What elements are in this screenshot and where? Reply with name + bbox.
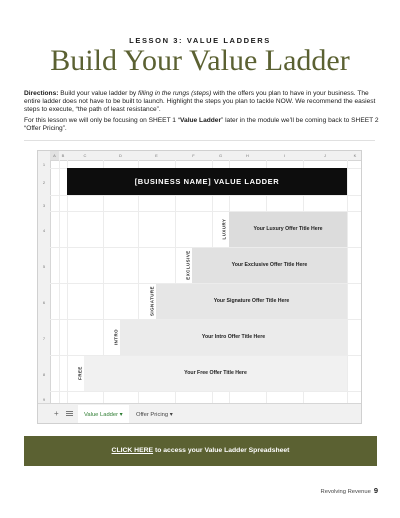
row-header-8[interactable]: 8 — [42, 372, 46, 377]
focus-text-b: ” later in the module we’ll be coming back to SHEET 2 “Offer Pricing”. — [24, 117, 379, 133]
row-header-1[interactable]: 1 — [42, 162, 46, 167]
focus-bold: Value Ladder — [180, 117, 222, 124]
column-header-k[interactable]: K — [353, 153, 357, 158]
column-header-c[interactable]: C — [83, 153, 87, 158]
grid-line — [50, 391, 362, 392]
page-footer — [290, 486, 378, 495]
page-number: 9 — [373, 486, 378, 495]
tab-value-ladder[interactable]: Value Ladder ▾ — [78, 405, 129, 424]
row-header-5[interactable]: 5 — [42, 264, 46, 269]
directions-text-italic: filling in the rungs (steps) — [138, 90, 212, 97]
step-luxury[interactable] — [229, 212, 347, 247]
signature-offer-title: Your Signature Offer Title Here — [213, 298, 290, 304]
ladder-banner[interactable]: [BUSINESS NAME] VALUE LADDER — [67, 168, 347, 195]
plus-icon[interactable]: + — [54, 409, 59, 418]
step-signature[interactable] — [156, 284, 347, 319]
row-header-9[interactable]: 9 — [42, 397, 46, 402]
divider — [24, 140, 375, 141]
directions-paragraph — [24, 90, 379, 115]
cta-text: to access your Value Ladder Spreadsheet — [153, 447, 290, 454]
column-header-f[interactable]: F — [192, 153, 195, 158]
click-here-link[interactable]: CLICK HERE — [111, 447, 154, 454]
column-header-bar — [38, 151, 362, 161]
focus-paragraph — [24, 117, 379, 133]
row-header-3[interactable]: 3 — [42, 203, 46, 208]
sheet-tab-bar — [38, 403, 362, 424]
column-header-h[interactable]: H — [246, 153, 249, 158]
lesson-label: LESSON 3: VALUE LADDERS — [129, 36, 271, 45]
row-header-2[interactable]: 2 — [42, 180, 46, 185]
spreadsheet-preview: A B C D E F G H I J K 1 2 3 4 5 6 7 8 9 [BUSINESS NAME] VALUE LADDER Your Luxury Offer Title Here Your Exclusive Offer Title Here Your Signature Offer Title Here Your Intro Offer Title Here Your Free Offer Title Here LUXURY EXCLUSIVE SIGNATURE INTRO FREE + Value Ladder ▾ Offer Pricing ▾ — [37, 150, 362, 424]
column-header-b[interactable]: B — [61, 153, 65, 158]
list-icon[interactable] — [66, 410, 73, 417]
tab-offer-pricing[interactable]: Offer Pricing ▾ — [136, 412, 173, 418]
spreadsheet-link-banner[interactable] — [24, 436, 377, 466]
column-header-e[interactable]: E — [155, 153, 158, 158]
directions-label: Directions: — [24, 90, 59, 97]
page-title: Build Your Value Ladder — [50, 44, 350, 77]
luxury-offer-title: Your Luxury Offer Title Here — [253, 226, 323, 232]
column-header-j[interactable]: J — [324, 153, 326, 158]
row-header-bar — [38, 160, 51, 403]
column-header-a[interactable]: A — [50, 151, 59, 160]
intro-offer-title: Your Intro Offer Title Here — [201, 334, 266, 340]
row-header-7[interactable]: 7 — [42, 336, 46, 341]
exclusive-offer-title: Your Exclusive Offer Title Here — [231, 262, 308, 268]
row-header-6[interactable]: 6 — [42, 300, 46, 305]
footer-brand: Revolving Revenue — [320, 489, 371, 495]
free-offer-title: Your Free Offer Title Here — [184, 370, 247, 376]
step-free[interactable] — [84, 356, 347, 391]
column-header-d[interactable]: D — [119, 153, 122, 158]
row-header-4[interactable]: 4 — [42, 228, 46, 233]
column-header-g[interactable]: G — [218, 153, 223, 158]
grid-line — [67, 160, 68, 403]
grid-line — [50, 195, 362, 196]
column-header-i[interactable]: I — [283, 153, 286, 158]
focus-text-a: For this lesson we will only be focusing on SHEET 1 “ — [24, 117, 180, 124]
directions-text-b: with the offers you plan to have in your business. The entire ladder does not have to be built to launch. Highlight the steps you plan to tackle NOW. We recommend the easiest steps to execute, “the path of least resistance”. — [24, 90, 376, 114]
step-intro[interactable] — [120, 320, 347, 355]
directions-text-a: Build your value ladder by — [58, 90, 138, 97]
step-exclusive[interactable] — [192, 248, 347, 283]
grid-line — [59, 160, 60, 403]
grid-line — [347, 160, 348, 403]
